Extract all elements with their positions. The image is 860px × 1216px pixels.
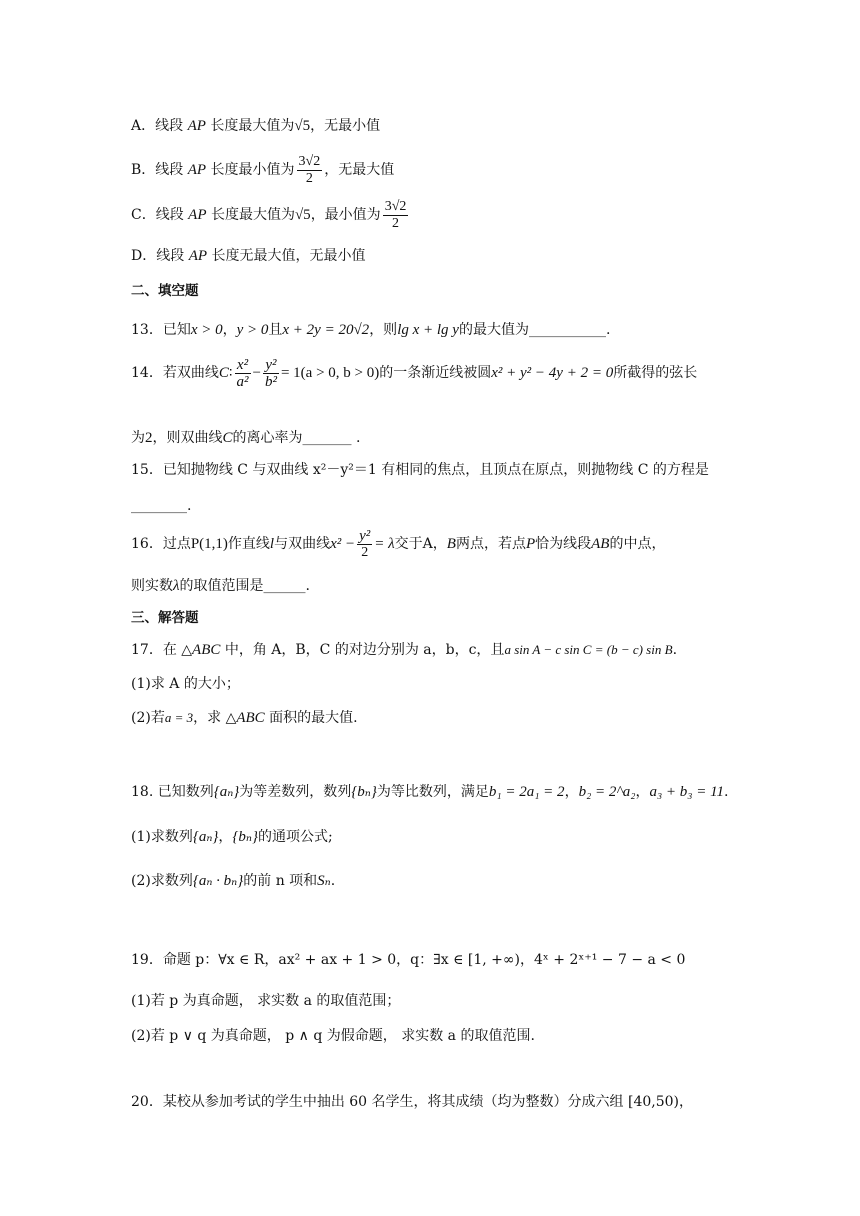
option-a-value: √5 [294, 118, 311, 134]
q14-curve: C [218, 365, 229, 381]
q14-l2-mid: ，则双曲线 [152, 430, 223, 446]
q17-mid: 中，角 A，B，C 的对边分别为 a，b，c，且 [220, 642, 505, 658]
question-19: 19．命题 p：∀x ∈ R，ax² + ax + 1 > 0，q：∃x ∈ [1, +∞)，4ˣ + 2ˣ⁺¹ − 7 − a < 0 [131, 952, 686, 968]
q16-l2-var: λ [173, 578, 180, 594]
q18-p1-post: 的通项公式; [258, 829, 333, 845]
q13-sep2: 且 [268, 322, 283, 338]
q18-p2-prefix: (2)求数列 [131, 873, 193, 889]
q16-sep6: 恰为线段 [535, 536, 592, 552]
question-19-part-1: (1)若 p 为真命题， 求实数 a 的取值范围； [131, 993, 401, 1009]
option-a-mid: 长度最大值为 [205, 118, 295, 134]
q18-cond1: b₁ = 2a₁ = 2 [488, 784, 565, 800]
q17-triangle: ABC [192, 642, 221, 658]
q13-cond3: x + 2y = 20√2 [282, 322, 370, 338]
q14-fraction-1 [235, 357, 251, 390]
q17-p2-mid: ，求 △ [193, 710, 237, 726]
q14-fraction-2 [263, 357, 279, 390]
q16-point: P(1,1) [190, 536, 228, 552]
question-17-part-2 [131, 708, 358, 728]
q18-cond2: b₂ = 2^a₂ [578, 784, 636, 800]
q18-p1-prefix: (1)求数列 [131, 829, 193, 845]
option-d-post: 长度无最大值，无最小值 [207, 248, 366, 264]
option-c-fraction [383, 199, 409, 232]
question-19-part-2: (2)若 p ∨ q 为真命题， p ∧ q 为假命题， 求实数 a 的取值范围. [131, 1028, 535, 1044]
option-c-var: AP [188, 207, 207, 223]
option-d-prefix: D．线段 [131, 248, 189, 264]
q16-eq: = λ [374, 536, 395, 552]
q17-p2-post: 面积的最大值. [264, 710, 358, 726]
q14-minus: − [252, 365, 261, 381]
question-15: 15．已知抛物线 C 与双曲线 x²－y²＝1 有相同的焦点，且顶点在原点，则抛物线 C 的方程是 [131, 462, 709, 478]
question-14 [131, 353, 697, 393]
option-d [131, 246, 365, 266]
q18-p1-mid: ， [218, 829, 233, 845]
question-15-line-2: ________. [131, 498, 192, 514]
q16-segment: AB [591, 536, 610, 552]
option-b-fraction [297, 154, 323, 187]
question-18-part-2 [131, 871, 335, 891]
q16-sep3: 交于 [394, 536, 423, 552]
q13-cond2: y > 0 [236, 322, 269, 338]
option-b [131, 150, 394, 190]
option-c-mid: 长度最大值为 [206, 207, 295, 223]
option-b-post: ，无最大值 [324, 162, 395, 178]
option-a-post: ，无最小值 [310, 118, 381, 134]
q14-num2: y² [263, 357, 279, 374]
q17-p2-triangle: ABC [236, 710, 265, 726]
q14-equation: = 1(a > 0, b > 0) [280, 365, 380, 381]
question-16 [131, 524, 665, 564]
q16-post: 的中点， [609, 536, 666, 552]
q18-cond3: a₃ + b₃ = 11 [649, 784, 725, 800]
question-14-line-2 [131, 428, 360, 448]
q18-seq-a: {aₙ} [213, 784, 240, 800]
option-a [131, 116, 380, 136]
q18-sep2: 为等比数列，满足 [376, 784, 489, 800]
question-13 [131, 320, 610, 340]
option-a-var: AP [187, 118, 206, 134]
q14-circle: x² + y² − 4y + 2 = 0 [491, 365, 614, 381]
q16-l2-prefix: 则实数 [131, 578, 173, 594]
q18-seq-b: {bₙ} [351, 784, 377, 800]
q16-l2-post: 的取值范围是______. [179, 578, 310, 594]
q17-condition: a sin A − c sin C = (b − c) sin B [504, 642, 673, 657]
question-17 [131, 640, 677, 660]
q17-prefix: 17．在 △ [131, 642, 193, 658]
q16-fraction [357, 528, 372, 561]
q18-post: . [724, 784, 729, 800]
q16-sep1: 作直线 [227, 536, 270, 552]
option-c [131, 195, 410, 235]
question-16-line-2 [131, 576, 310, 596]
question-18-part-1 [131, 827, 333, 847]
q14-l2-value: 2 [145, 430, 153, 446]
option-b-var: AP [187, 162, 207, 178]
q13-post: 的最大值为___________. [458, 322, 611, 338]
q18-sep3: ， [564, 784, 579, 800]
q18-p2-post: . [330, 873, 336, 889]
q16-sep2: 与双曲线 [274, 536, 331, 552]
q18-p2-seq: {aₙ · bₙ} [192, 873, 244, 889]
q16-prefix: 16．过点 [131, 536, 191, 552]
q13-prefix: 13．已知 [131, 322, 191, 338]
option-c-value: √5 [294, 207, 311, 223]
q14-l2-post: 的离心率为_______ . [232, 430, 361, 446]
q16-line-var: l [269, 536, 275, 552]
q17-post: . [672, 642, 678, 658]
q18-sep4: ， [635, 784, 650, 800]
q13-sep1: ， [222, 322, 237, 338]
option-b-prefix: B．线段 [131, 162, 188, 178]
q16-sep4: ， [432, 536, 447, 552]
q14-colon: ∶ [228, 365, 233, 381]
q14-den2: b² [264, 373, 277, 390]
q18-p2-mid: 的前 n 项和 [243, 873, 318, 889]
section-answer-title: 三、解答题 [131, 610, 199, 626]
question-18 [131, 782, 728, 802]
q17-p2-prefix: (2)若 [131, 710, 165, 726]
option-c-numerator: 3√2 [384, 198, 407, 214]
q16-den: 2 [361, 544, 369, 560]
q16-x2: x² − [330, 536, 356, 552]
option-b-denominator: 2 [305, 170, 313, 186]
q18-p1-seq-b: {bₙ} [232, 829, 258, 845]
q14-l2-var: C [222, 430, 233, 446]
q16-sep5: 两点，若点 [455, 536, 526, 552]
q18-prefix: 18. 已知数列 [131, 784, 214, 800]
q17-p2-cond: a = 3 [164, 710, 194, 725]
q18-p2-sum: Sₙ [317, 873, 331, 889]
option-c-denominator: 2 [392, 215, 400, 231]
q14-post: 所截得的弦长 [613, 365, 698, 381]
q14-num1: x² [235, 357, 251, 374]
option-c-prefix: C．线段 [131, 207, 189, 223]
q16-point-a: A [422, 536, 433, 552]
question-20: 20．某校从参加考试的学生中抽出 60 名学生，将其成绩（均为整数）分成六组 [40,50)， [131, 1094, 693, 1110]
question-17-part-1: (1)求 A 的大小； [131, 676, 240, 692]
q16-point-b: B [446, 536, 456, 552]
option-b-numerator: 3√2 [298, 153, 321, 169]
q14-mid: 的一条渐近线被圆 [379, 365, 492, 381]
option-b-mid: 长度最小值为 [206, 162, 295, 178]
q14-prefix: 14．若双曲线 [131, 365, 219, 381]
option-c-mid2: ，最小值为 [310, 207, 381, 223]
option-d-var: AP [188, 248, 208, 264]
q18-p1-seq-a: {aₙ} [192, 829, 219, 845]
option-a-prefix: A．线段 [131, 118, 188, 134]
q16-num: y² [359, 527, 371, 544]
q16-point-p: P [525, 536, 536, 552]
q14-l2-prefix: 为 [131, 430, 145, 446]
section-fill-blank-title: 二、填空题 [131, 283, 199, 299]
q13-sep3: ，则 [369, 322, 398, 338]
q13-cond1: x > 0 [190, 322, 223, 338]
q18-sep1: 为等差数列，数列 [239, 784, 352, 800]
q13-expr: lg x + lg y [397, 322, 459, 338]
q14-den1: a² [236, 373, 249, 390]
